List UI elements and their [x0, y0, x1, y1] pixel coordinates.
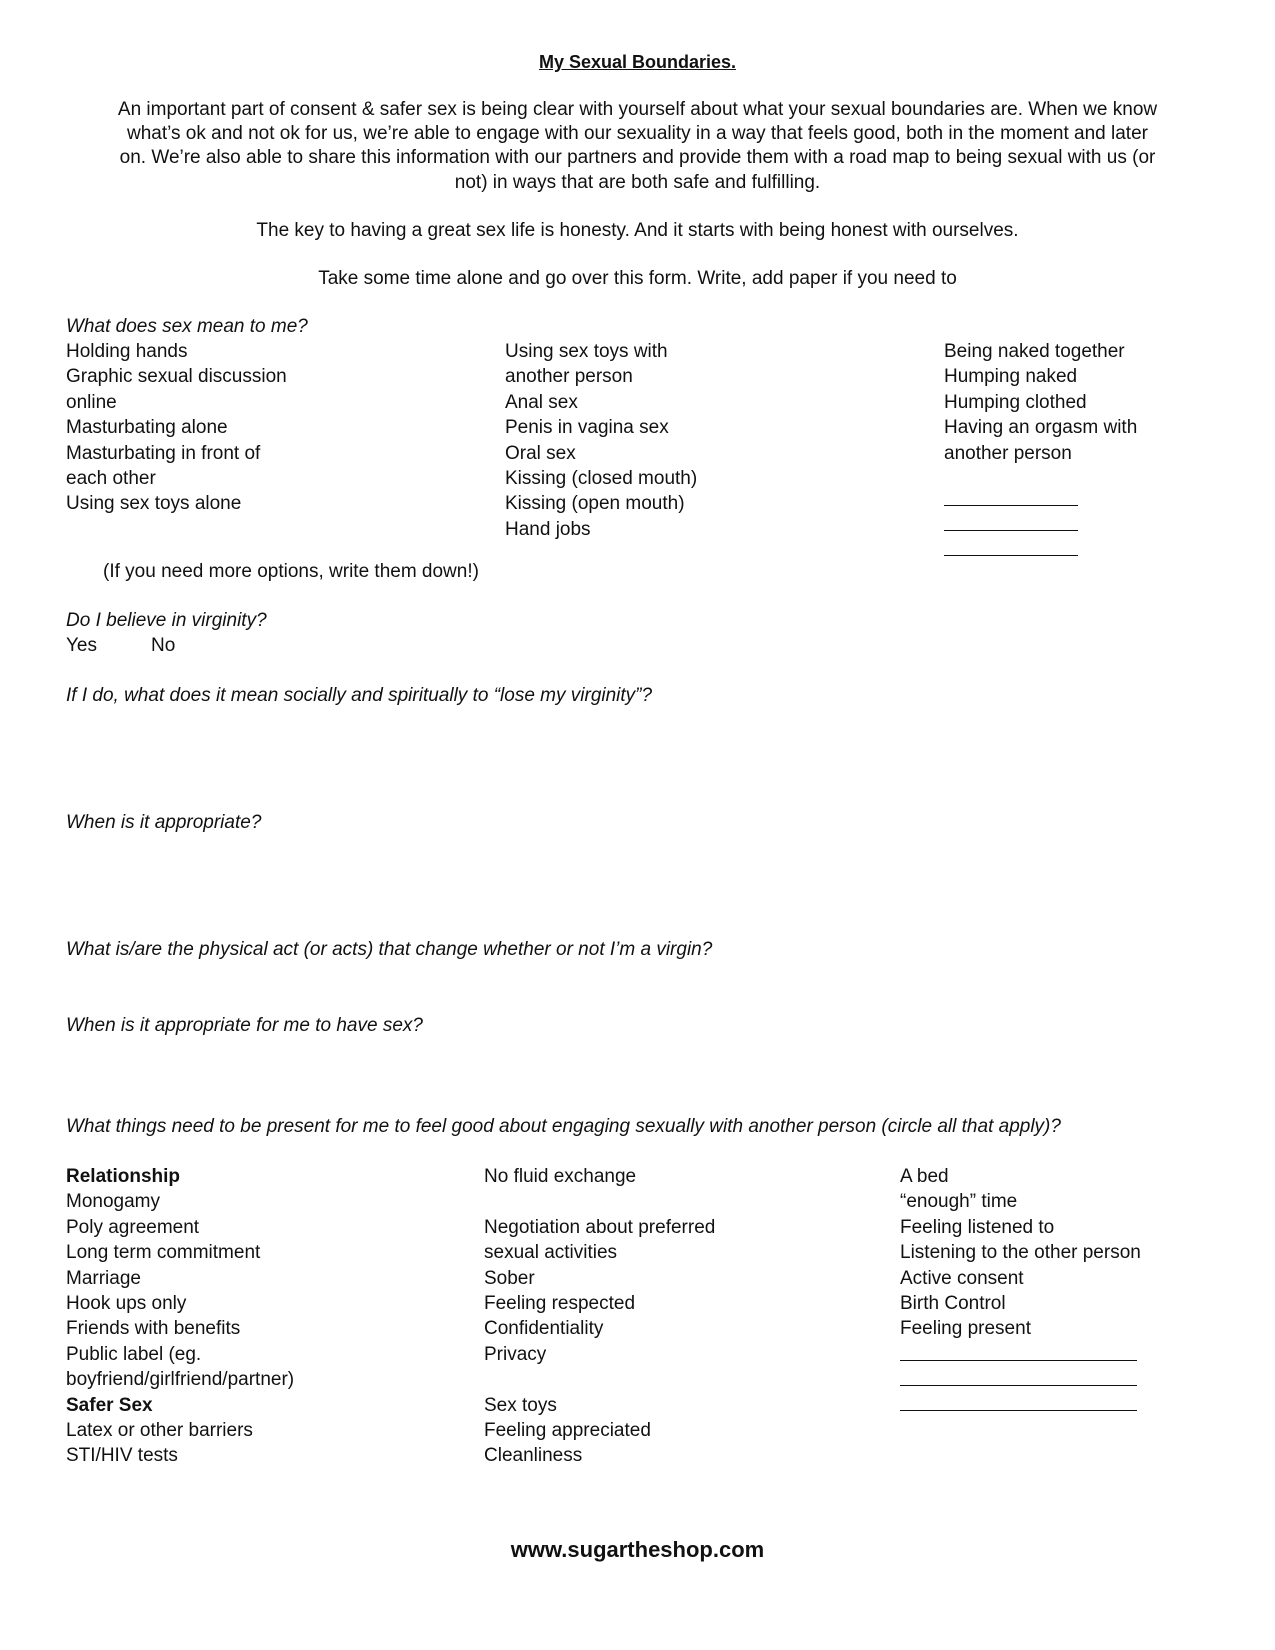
write-in-blank[interactable]	[944, 555, 1078, 556]
write-in-blank[interactable]	[944, 505, 1078, 506]
list-item: Friends with benefits	[66, 1318, 241, 1340]
list-item: Long term commitment	[66, 1242, 261, 1264]
list-item: each other	[66, 467, 156, 489]
present-things-column-2	[484, 1165, 715, 1470]
list-item: Active consent	[900, 1267, 1024, 1289]
list-item: Feeling present	[900, 1318, 1031, 1340]
question-present-things: What things need to be present for me to feel good about engaging sexually with another person (circle all that apply)?	[66, 1116, 1061, 1137]
intro-line-2: what’s ok and not ok for us, we’re able to engage with our sexuality in a way that feels good, both in the moment and later	[127, 123, 1148, 144]
list-item: Feeling respected	[484, 1292, 636, 1314]
list-item: Oral sex	[505, 442, 576, 464]
list-item: Sober	[484, 1267, 535, 1289]
sex-meaning-column-1	[66, 340, 287, 518]
list-item: Using sex toys alone	[66, 493, 242, 515]
write-in-blank[interactable]	[944, 530, 1078, 531]
question-when-appropriate: When is it appropriate?	[66, 812, 262, 833]
list-item: “enough” time	[900, 1191, 1018, 1213]
list-item: Monogamy	[66, 1191, 160, 1213]
list-item: Listening to the other person	[900, 1242, 1141, 1264]
present-things-column-3	[900, 1165, 1141, 1343]
list-item: another person	[944, 442, 1072, 464]
list-item: Kissing (closed mouth)	[505, 467, 698, 489]
list-item: Having an orgasm with	[944, 417, 1138, 439]
list-item: Public label (eg.	[66, 1343, 202, 1365]
list-item: No fluid exchange	[484, 1166, 637, 1187]
list-item: Holding hands	[66, 341, 188, 362]
list-item: Being naked together	[944, 341, 1125, 362]
question-physical-act: What is/are the physical act (or acts) that change whether or not I’m a virgin?	[66, 939, 713, 960]
sex-meaning-column-2	[505, 340, 697, 543]
list-item: Using sex toys with	[505, 341, 668, 362]
sex-meaning-column-3	[944, 340, 1137, 467]
list-item: boyfriend/girlfriend/partner)	[66, 1369, 295, 1391]
intro-line-4: not) in ways that are both safe and fulfilling.	[454, 172, 821, 193]
list-item: Negotiation about preferred	[484, 1216, 716, 1238]
more-options-note: (If you need more options, write them down!)	[103, 561, 479, 582]
list-item: Marriage	[66, 1267, 141, 1289]
instructions: Take some time alone and go over this form. Write, add paper if you need to	[318, 268, 957, 289]
list-item: Masturbating alone	[66, 417, 228, 439]
page-title: My Sexual Boundaries.	[538, 52, 737, 72]
section-heading-safer-sex: Safer Sex	[66, 1394, 153, 1416]
present-things-column-1	[66, 1165, 294, 1470]
list-item: Anal sex	[505, 391, 578, 413]
footer-website[interactable]: www.sugartheshop.com	[510, 1537, 765, 1562]
list-item: Feeling appreciated	[484, 1419, 651, 1441]
write-in-blank[interactable]	[900, 1385, 1137, 1386]
write-in-blank[interactable]	[900, 1410, 1137, 1411]
list-item: A bed	[900, 1166, 949, 1187]
question-sex-meaning: What does sex mean to me?	[66, 316, 308, 337]
list-item: Sex toys	[484, 1394, 557, 1416]
list-item: Privacy	[484, 1343, 547, 1365]
section-heading-relationship: Relationship	[66, 1166, 181, 1187]
list-item: Penis in vagina sex	[505, 417, 669, 439]
list-item: Humping naked	[944, 366, 1078, 388]
key-line: The key to having a great sex life is honesty. And it starts with being honest with ourselves.	[256, 220, 1019, 241]
list-item: Hand jobs	[505, 518, 591, 540]
list-item: Humping clothed	[944, 391, 1087, 413]
intro-line-3: on. We’re also able to share this information with our partners and provide them with a road map to being sexual with us (or	[119, 147, 1156, 168]
spacer	[484, 1368, 715, 1393]
question-lose-virginity: If I do, what does it mean socially and spiritually to “lose my virginity”?	[66, 685, 653, 706]
list-item: online	[66, 391, 117, 413]
option-yes[interactable]: Yes	[66, 635, 97, 656]
list-item: sexual activities	[484, 1242, 618, 1264]
list-item: Kissing (open mouth)	[505, 493, 685, 515]
list-item: Hook ups only	[66, 1292, 187, 1314]
list-item: Cleanliness	[484, 1445, 583, 1467]
write-in-blank[interactable]	[900, 1360, 1137, 1361]
question-appropriate-sex: When is it appropriate for me to have sex?	[66, 1015, 423, 1036]
list-item: STI/HIV tests	[66, 1445, 178, 1467]
list-item: Graphic sexual discussion	[66, 366, 287, 388]
list-item: Birth Control	[900, 1292, 1006, 1314]
option-no[interactable]: No	[151, 635, 176, 656]
list-item: Latex or other barriers	[66, 1419, 253, 1441]
question-virginity: Do I believe in virginity?	[66, 610, 267, 631]
list-item: Poly agreement	[66, 1216, 200, 1238]
list-item: Masturbating in front of	[66, 442, 261, 464]
spacer	[484, 1190, 715, 1215]
list-item: Confidentiality	[484, 1318, 604, 1340]
list-item: Feeling listened to	[900, 1216, 1055, 1238]
list-item: another person	[505, 366, 633, 388]
intro-line-1: An important part of consent & safer sex is being clear with yourself about what your sexual boundaries are. When we know	[117, 99, 1158, 120]
